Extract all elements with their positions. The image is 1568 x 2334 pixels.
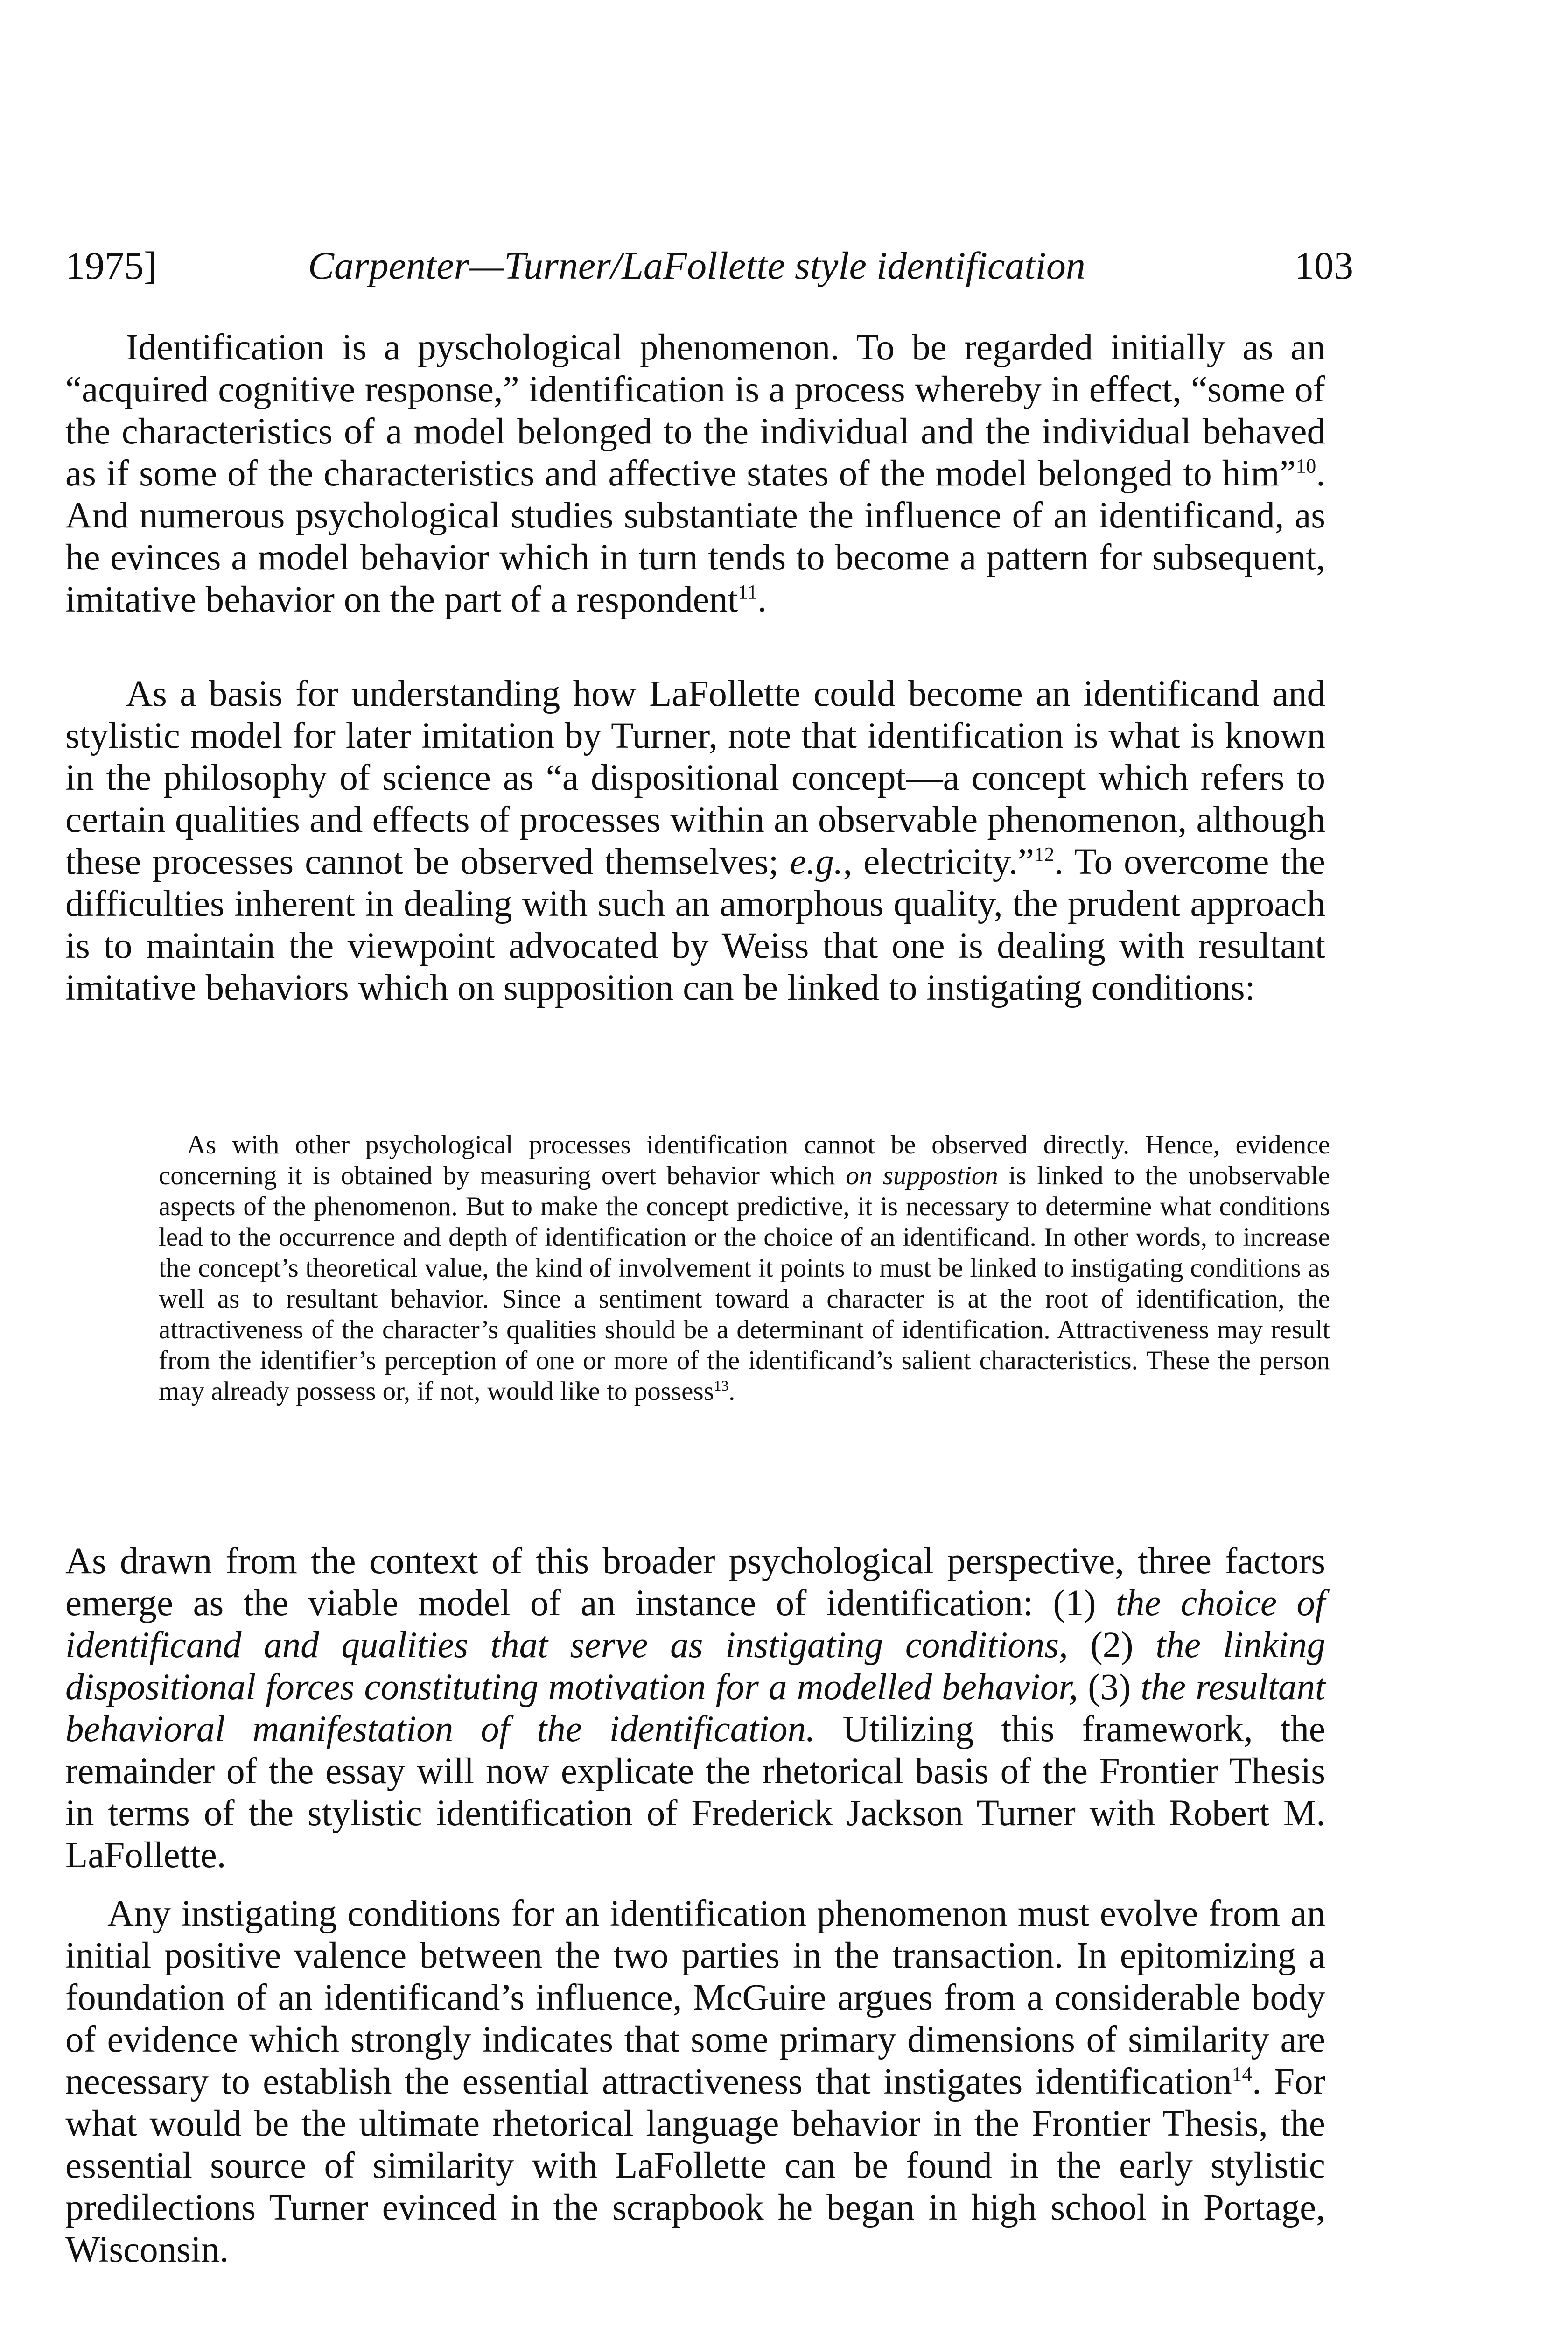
text-run: . And numerous psychological studies substantiate the influence of an identificand, as he evinces a model behavior which in turn tends to become a pattern for subsequent, imitative behavior on the part of a respondent <box>65 453 1325 620</box>
italic-run: the choice of identificand and qualities that serve as instigating conditions, <box>65 1583 1325 1666</box>
paragraph-identification-phenomenon <box>65 327 1325 621</box>
running-header <box>65 238 1353 294</box>
italic-run: e.g. <box>790 842 843 882</box>
text-run: Utilizing this framework, the remainder of the essay will now explicate the rhetorical basis of the Frontier Thesis in terms of the stylistic identification of Frederick Jackson Turner with Robert M. LaFollette. <box>65 1709 1325 1876</box>
paragraph-dispositional-concept <box>65 673 1325 1009</box>
footnote-ref-11: 11 <box>738 581 758 604</box>
block-quotation-weiss <box>159 1130 1330 1407</box>
footnote-ref-13: 13 <box>714 1378 729 1394</box>
text-run: Identification is a pyschological phenomenon. To be regarded initially as an “acquired cognitive response,” identification is a process whereby in effect, “some of the characteristics of a model belonged to the individual and the individual behaved as if some of the characteristics and affective states of the model belonged to him” <box>65 327 1325 494</box>
italic-run: on suppostion <box>846 1161 998 1190</box>
text-run: As a basis for understanding how LaFollette could become an identificand and stylistic model for later imitation by Turner, note that identification is what is known in the philosophy of science as “a dispositional concept—a concept which refers to certain qualities and effects of processes within an observable phenomenon, although these processes cannot be observed themselves; <box>65 674 1325 882</box>
footnote-ref-10: 10 <box>1295 455 1316 478</box>
footnote-ref-12: 12 <box>1034 843 1055 866</box>
text-run: (3) <box>1078 1667 1141 1708</box>
text-run: (2) <box>1068 1625 1156 1666</box>
header-year: 1975] <box>65 244 157 288</box>
header-running-title: Carpenter—Turner/LaFollette style identification <box>308 244 1085 288</box>
paragraph-text <box>65 1893 1325 2271</box>
italic-run: the resultant behavioral manifestation of the identification. <box>65 1667 1325 1750</box>
paragraph-instigating-conditions <box>65 1893 1325 2271</box>
italic-run: the linking dispositional forces constituting motivation for a modelled behavior, <box>65 1625 1325 1708</box>
paragraph-text <box>65 327 1325 621</box>
text-run: , electricity.” <box>843 842 1034 882</box>
text-run: . <box>728 1377 735 1406</box>
page-number: 103 <box>1295 244 1353 288</box>
paragraph-text <box>65 1540 1325 1877</box>
quote-text <box>159 1130 1330 1407</box>
text-run: As with other psychological processes identification cannot be observed directly. Hence, evidence concerning it is obtained by measuring overt behavior which <box>159 1130 1330 1190</box>
paragraph-text <box>65 673 1325 1009</box>
text-run: is linked to the unobservable aspects of the phenomenon. But to make the concept predictive, it is necessary to determine what conditions lead to the occurrence and depth of identification or the choice of an identificand. In other words, to increase the concept’s theoretical value, the kind of involvement it points to must be linked to instigating conditions as well as to resultant behavior. Since a sentiment toward a character is at the root of identification, the attractiveness of the character’s qualities should be a determinant of identification. Attractiveness may result from the identifier’s perception of one or more of the identificand’s salient characteristics. These the person may already possess or, if not, would like to possess <box>159 1161 1330 1406</box>
paragraph-three-factors <box>65 1540 1325 1877</box>
text-run: . <box>757 579 767 620</box>
text-run: Any instigating conditions for an identification phenomenon must evolve from an initial positive valence between the two parties in the transaction. In epitomizing a foundation of an identificand’s influence, McGuire argues from a considerable body of evidence which strongly indicates that some primary dimensions of similarity are necessary to establish the essential attractiveness that instigates identification <box>65 1893 1325 2102</box>
text-run: As drawn from the context of this broader psychological perspective, three factors emerge as the viable model of an instance of identification: (1) <box>65 1541 1325 1624</box>
text-run: . For what would be the ultimate rhetorical language behavior in the Frontier Thesis, the essential source of similarity with LaFollette can be found in the early stylistic predilections Turner evinced in the scrapbook he began in high school in Portage, Wisconsin. <box>65 2061 1325 2270</box>
text-run: . To overcome the difficulties inherent in dealing with such an amorphous quality, the prudent approach is to maintain the viewpoint advocated by Weiss that one is dealing with resultant imitative behaviors which on supposition can be linked to instigating conditions: <box>65 842 1325 1008</box>
footnote-ref-14: 14 <box>1232 2063 1253 2086</box>
